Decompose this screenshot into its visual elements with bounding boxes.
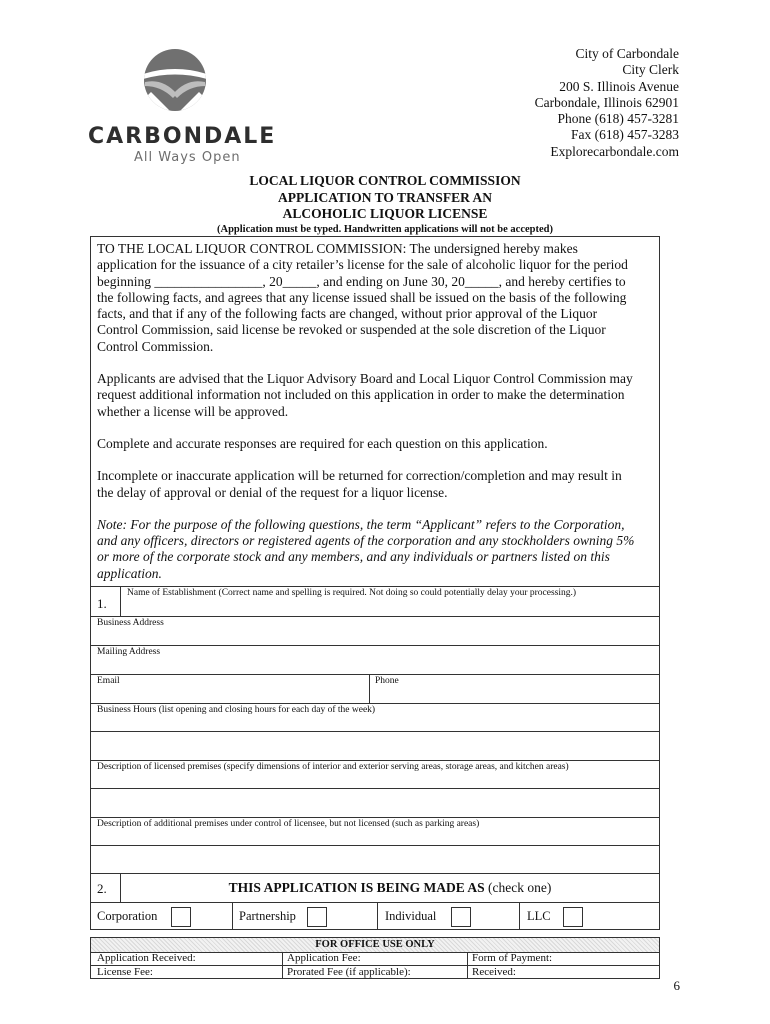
incomplete-line: Incomplete or inaccurate application will be returned for correction/completion and may result in xyxy=(97,468,622,484)
establishment-name-label: Name of Establishment (Correct name and spelling is required. Not doing so could potentially delay your processing.) xyxy=(127,588,577,598)
additional-premises-label-row xyxy=(91,817,659,845)
application-type-options-row xyxy=(91,902,659,930)
phone-label: Phone xyxy=(375,676,399,686)
question-number-2: 2. xyxy=(97,881,107,896)
note-line: Note: For the purpose of the following questions, the term “Applicant” refers to the Corporation, xyxy=(97,516,625,532)
note-line: and any officers, directors or registered agents of the corporation and any stockholders owning 5% xyxy=(97,533,635,549)
intro-paragraph xyxy=(97,241,653,355)
partnership-checkbox[interactable] xyxy=(307,907,327,927)
phone-field[interactable] xyxy=(370,675,658,703)
additional-premises-field[interactable] xyxy=(91,845,659,873)
form-of-payment-label: Form of Payment: xyxy=(472,952,553,964)
address-line-street: 200 S. Illinois Avenue xyxy=(559,78,679,94)
advisory-line: whether a license will be approved. xyxy=(97,403,289,419)
instructions-box xyxy=(90,236,660,586)
business-hours-field[interactable] xyxy=(91,731,659,760)
title-line-2: APPLICATION TO TRANSFER AN xyxy=(278,189,492,205)
incomplete-line: the delay of approval or denial of the request for a liquor license. xyxy=(97,484,448,500)
establishment-name-field[interactable] xyxy=(121,601,657,615)
address-line-city: City of Carbondale xyxy=(575,46,679,61)
individual-checkbox[interactable] xyxy=(451,907,471,927)
business-address-label: Business Address xyxy=(97,618,164,628)
carbondale-logo xyxy=(88,42,278,172)
advisory-paragraph xyxy=(97,371,653,420)
licensed-premises-field[interactable] xyxy=(91,788,659,817)
application-type-heading xyxy=(121,880,659,896)
page-number: 6 xyxy=(673,978,680,993)
note-line: application. xyxy=(97,565,162,581)
prorated-fee-label: Prorated Fee (if applicable): xyxy=(287,966,411,978)
mailing-address-label: Mailing Address xyxy=(97,647,161,657)
application-type-header-row xyxy=(91,873,659,902)
application-fee-label: Application Fee: xyxy=(287,952,361,964)
address-line-fax: Fax (618) 457-3283 xyxy=(571,127,679,143)
carbondale-swoosh-icon xyxy=(143,48,207,112)
question-number-1: 1. xyxy=(97,596,107,611)
logo-wordmark: CARBONDALE xyxy=(88,124,277,149)
email-phone-row xyxy=(91,674,659,703)
application-type-title: THIS APPLICATION IS BEING MADE AS xyxy=(228,880,485,895)
office-use-section xyxy=(90,937,660,979)
address-line-office: City Clerk xyxy=(622,62,679,78)
received-label: Received: xyxy=(472,966,516,978)
intro-line: Control Commission. xyxy=(97,338,214,354)
licensed-premises-label-row xyxy=(91,760,659,788)
llc-checkbox[interactable] xyxy=(563,907,583,927)
clerk-address-block xyxy=(535,46,679,160)
intro-line: the following facts, and agrees that any license issued shall be issued on the basis of the following xyxy=(97,289,627,305)
office-use-header: FOR OFFICE USE ONLY xyxy=(91,938,659,953)
establishment-row xyxy=(91,587,659,616)
business-hours-label: Business Hours (list opening and closing hours for each day of the week) xyxy=(97,705,376,715)
licensed-premises-label: Description of licensed premises (specify dimensions of interior and exterior serving areas, storage areas, and kitchen areas) xyxy=(97,762,569,772)
advisory-line: Applicants are advised that the Liquor Advisory Board and Local Liquor Control Commission may xyxy=(97,371,633,387)
option-individual-label: Individual xyxy=(385,909,437,923)
intro-line: facts, and that if any of the following facts are changed, without prior approval of the Liquor xyxy=(97,306,598,322)
option-llc-label: LLC xyxy=(527,909,551,923)
option-corporation-label: Corporation xyxy=(97,909,158,923)
logo-tagline: All Ways Open xyxy=(134,150,241,165)
title-line-3: ALCOHOLIC LIQUOR LICENSE xyxy=(282,206,488,221)
email-label: Email xyxy=(97,676,120,686)
check-one-hint: (check one) xyxy=(487,880,552,895)
accuracy-paragraph: Complete and accurate responses are required for each question on this application. xyxy=(97,435,548,451)
intro-line: beginning ________________, 20_____, and ending on June 30, 20_____, and hereby certifies to xyxy=(97,273,626,289)
mailing-address-row[interactable] xyxy=(91,645,659,674)
typed-only-note: (Application must be typed. Handwritten applications will not be accepted) xyxy=(216,223,553,235)
intro-line: TO THE LOCAL LIQUOR CONTROL COMMISSION: The undersigned hereby makes xyxy=(97,241,578,256)
email-field[interactable] xyxy=(91,675,368,703)
application-received-label: Application Received: xyxy=(97,952,196,964)
option-partnership-label: Partnership xyxy=(239,909,296,923)
advisory-line: request additional information not included on this application in order to make the determination xyxy=(97,387,625,403)
applicant-definition-note xyxy=(97,517,653,582)
address-line-phone: Phone (618) 457-3281 xyxy=(557,111,679,127)
incomplete-paragraph xyxy=(97,468,653,501)
additional-premises-label: Description of additional premises under control of licensee, but not licensed (such as parking areas) xyxy=(97,819,480,829)
note-line: or more of the corporate stock and any members, and any individuals or partners listed on this xyxy=(97,549,610,565)
intro-line: Control Commission, said license be revoked or suspended at the sole discretion of the Liquor xyxy=(97,322,606,338)
application-form-table xyxy=(90,586,660,930)
intro-line: application for the issuance of a city retailer’s license for the sale of alcoholic liquor for the period xyxy=(97,257,628,273)
address-line-citystate: Carbondale, Illinois 62901 xyxy=(534,94,679,110)
license-fee-label: License Fee: xyxy=(97,966,153,978)
business-address-row[interactable] xyxy=(91,616,659,645)
corporation-checkbox[interactable] xyxy=(171,907,191,927)
form-title xyxy=(0,173,770,237)
address-line-website: Explorecarbondale.com xyxy=(550,143,679,159)
business-hours-label-row xyxy=(91,703,659,731)
title-line-1: LOCAL LIQUOR CONTROL COMMISSION xyxy=(249,173,521,188)
